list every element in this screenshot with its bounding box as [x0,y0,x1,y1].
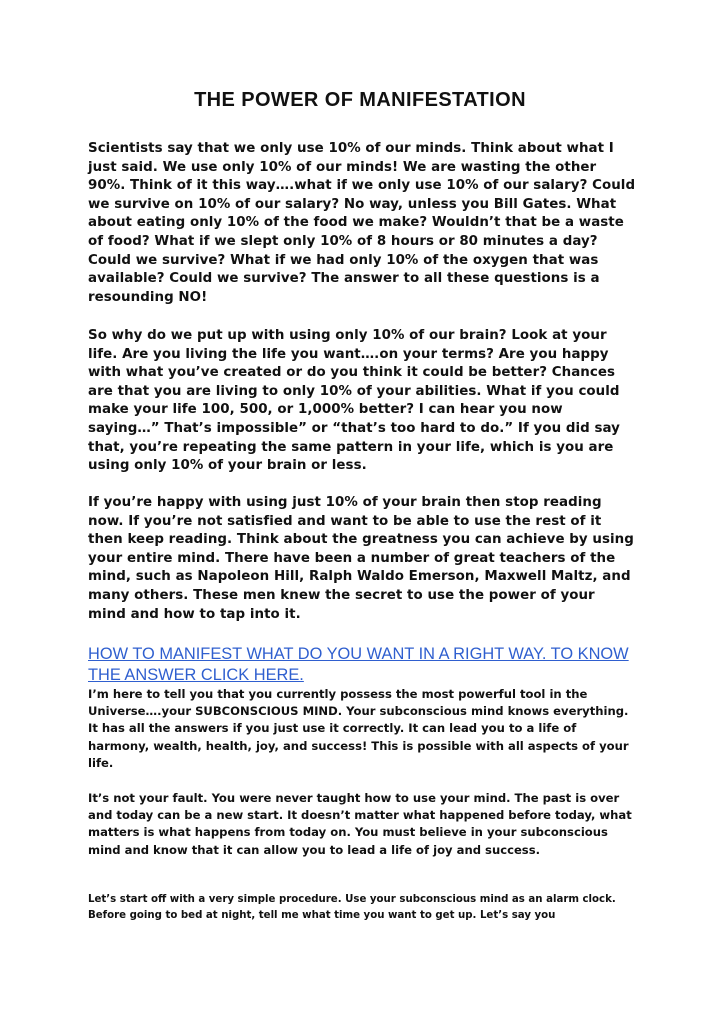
paragraph-not-your-fault: It’s not your fault. You were never taught how to use your mind. The past is over and today can be a new start. It doesn’t matter what happened before today, what matters is what happens from today on. You must believe in your subconscious mind and know that it can allow you to lead a life of joy and success. [88,791,632,857]
paragraph-keep-reading: If you’re happy with using just 10% of your brain then stop reading now. If you’re not satisfied and want to be able to use the rest of it then keep reading. Think about the greatness you can achieve by using your entire mind. There have been a number of great teachers of the mind, such as Napoleon Hill, Ralph Waldo Emerson, Maxwell Maltz, and many others. These men knew the secret to use the power of your mind and how to tap into it. [88,495,634,622]
paragraph-why-ten-percent: So why do we put up with using only 10% of our brain? Look at your life. Are you living the life you want….on your terms? Are you happy with what you’ve created or do you think it could be better? Chances are that you are living to only 10% of your abilities. What if you could make your life 100, 500, or 1,000% better? I can hear you now saying…” That’s impossible” or “that’s too hard to do.” If you did say that, you’re repeating the same pattern in your life, which is you are using only 10% of your brain or less. [88,328,620,474]
manifest-answer-link[interactable]: HOW TO MANIFEST WHAT DO YOU WANT IN A RIGHT WAY. TO KNOW THE ANSWER CLICK HERE. [88,645,629,684]
paragraph-subconscious-mind: I’m here to tell you that you currently possess the most powerful tool in the Universe….your SUBCONSCIOUS MIND. Your subconscious mind knows everything. It has all the answers if you just use it correctly. It can lead you to a life of harmony, wealth, health, joy, and success! This is possible with all aspects of your life. [88,687,629,770]
paragraph-scientists: Scientists say that we only use 10% of our minds. Think about what I just said. We use only 10% of our minds! We are wasting the other 90%. Think of it this way….what if we only use 10% of our salary? Could we survive on 10% of our salary? No way, unless you Bill Gates. What about eating only 10% of the food we make? Wouldn’t that be a waste of food? What if we slept only 10% of 8 hours or 80 minutes a day? Could we survive? What if we had only 10% of the oxygen that was available? Could we survive? The answer to all these questions is a resounding NO! [88,141,636,305]
paragraph-alarm-clock: Let’s start off with a very simple procedure. Use your subconscious mind as an alarm clock. Before going to bed at night, tell me what time you want to get up. Let’s say you [88,894,616,921]
page-title: THE POWER OF MANIFESTATION [194,89,526,111]
